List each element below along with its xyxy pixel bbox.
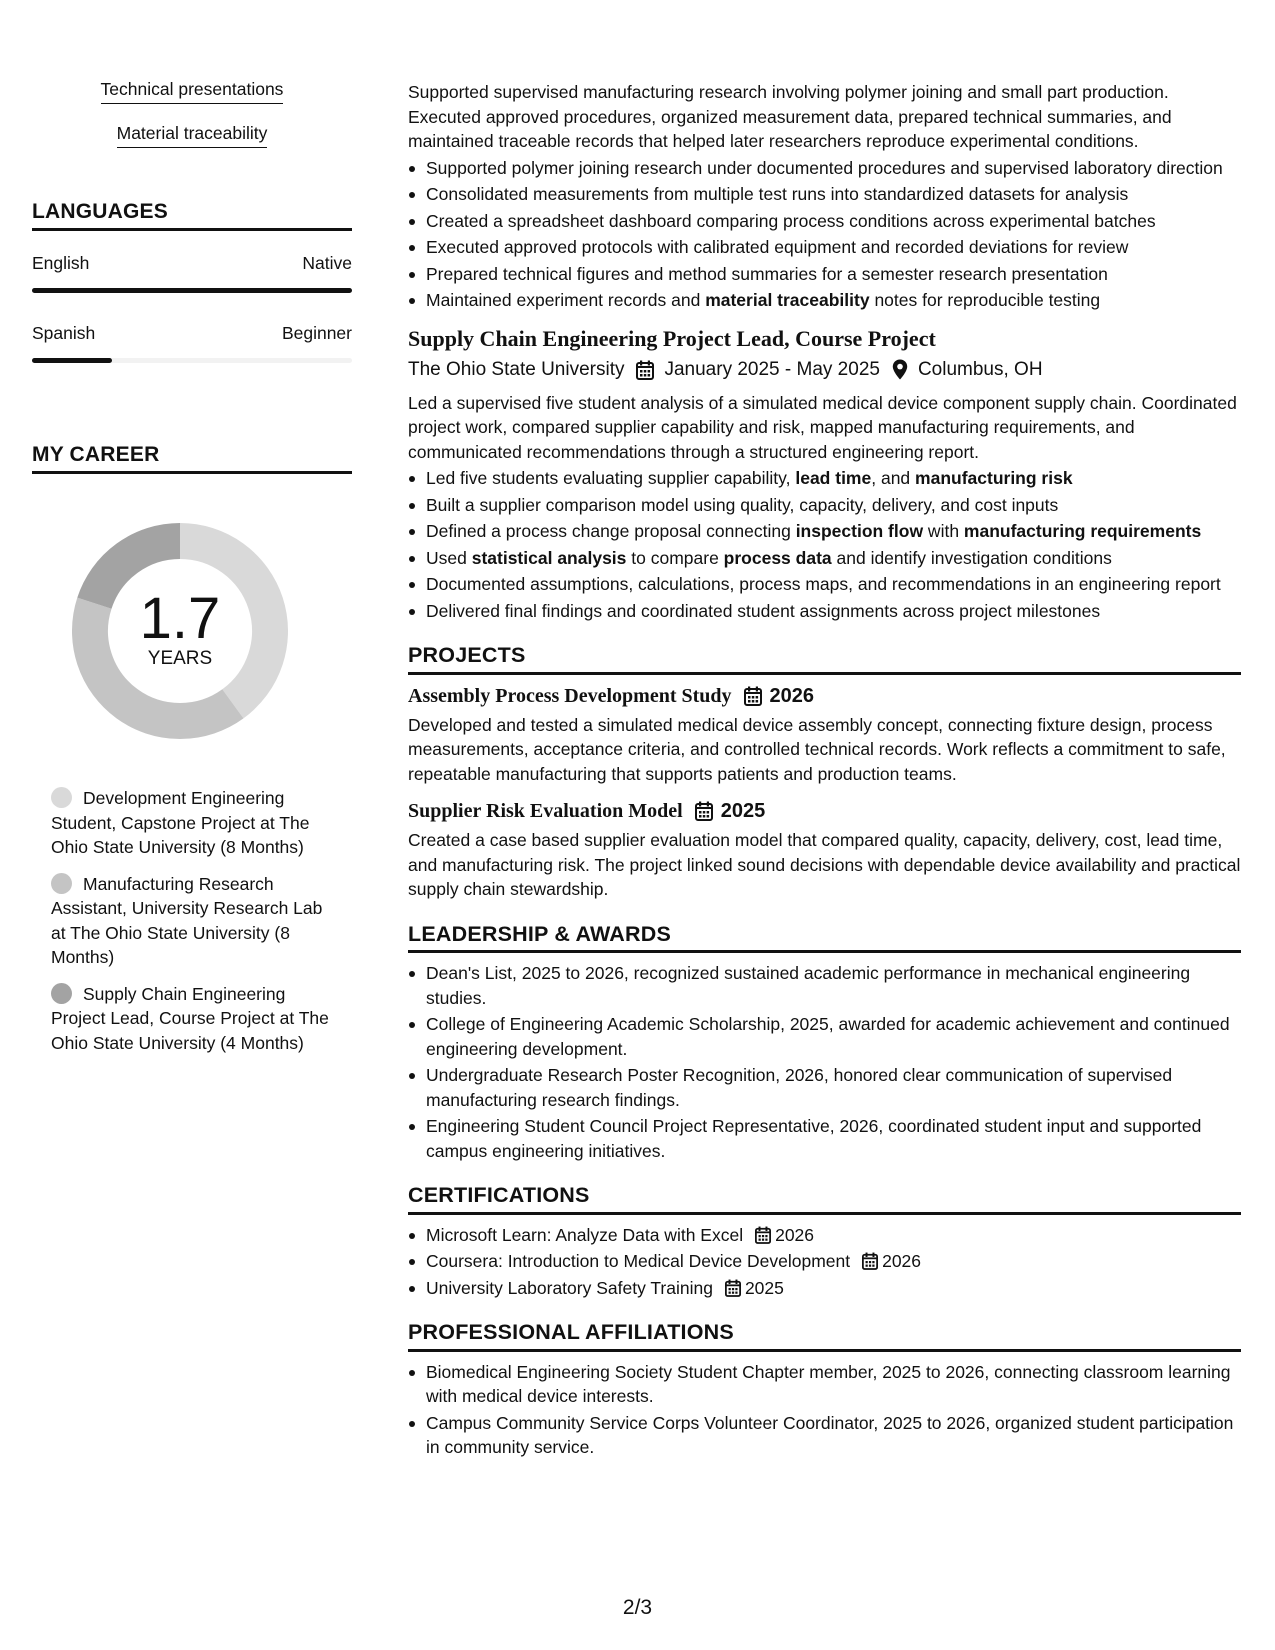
affiliations-heading: PROFESSIONAL AFFILIATIONS: [408, 1320, 1241, 1352]
project-description: Created a case based supplier evaluation model that compared quality, capacity, delivery, cost, lead time, and manufacturing risk. The project linked sound decisions with dependable device availability and practical supply chain stewardship.: [408, 830, 1241, 899]
skill-tag: Technical presentations: [101, 78, 284, 104]
project-title: Supplier Risk Evaluation Model: [408, 800, 683, 822]
job-bullet: [408, 466, 1241, 491]
language-proficiency-fill: [32, 358, 112, 363]
job-bullet: [408, 262, 1241, 287]
bullet-keyword: inspection flow: [795, 521, 924, 541]
bullet-text: Documented assumptions, calculations, process maps, and recommendations in an engineering report: [426, 574, 1221, 594]
job-description: Led a supervised five student analysis of a simulated medical device component supply chain. Coordinated project work, compared supplier capability and risk, mapped manufacturing requirements, and communicated recommendations through a structured engineering report.: [408, 392, 1237, 462]
job-title: Supply Chain Engineering Project Lead, Course Project: [408, 325, 936, 351]
affiliation-item: Biomedical Engineering Society Student Chapter member, 2025 to 2026, connecting classroom learning with medical device interests.: [408, 1360, 1241, 1409]
project-title: Assembly Process Development Study: [408, 684, 732, 707]
bullet-keyword: manufacturing requirements: [963, 521, 1202, 541]
bullet-text: Supported polymer joining research under documented procedures and supervised laboratory direction: [426, 157, 1223, 178]
job-meta: [408, 357, 1241, 383]
calendar-icon: [744, 686, 762, 706]
legend-dot: [51, 873, 72, 894]
job-description: Supported supervised manufacturing research involving polymer joining and small part production. Executed approved procedures, organized measurement data, prepared technical summaries, and maintained traceable records that helped later researchers reproduce experimental conditions.: [408, 82, 1172, 151]
certification-item: [408, 1223, 1241, 1248]
bullet-text: Built a supplier comparison model using quality, capacity, delivery, and cost inputs: [426, 494, 1059, 515]
page-number: 2/3: [622, 1596, 653, 1619]
left-column: [32, 78, 352, 1067]
bullet-text: Maintained experiment records and: [426, 290, 706, 310]
certification-item: [408, 1276, 1241, 1301]
certification-name: University Laboratory Safety Training: [426, 1277, 713, 1298]
calendar-icon: [695, 801, 713, 821]
job-bullet: [408, 572, 1241, 597]
languages-heading: LANGUAGES: [32, 200, 352, 231]
language-proficiency-bar: [32, 288, 352, 293]
projects-heading: PROJECTS: [408, 643, 1241, 675]
leadership-item: College of Engineering Academic Scholarship, 2025, awarded for academic achievement and continued engineering development.: [408, 1012, 1241, 1061]
leadership-list: [408, 961, 1241, 1163]
job-bullet: [408, 156, 1241, 181]
certification-year: 2026: [775, 1224, 815, 1245]
bullet-text: , and: [871, 468, 916, 488]
bullet-text: to compare: [626, 547, 724, 568]
project-year: 2026: [769, 684, 815, 707]
leadership-item: Dean's List, 2025 to 2026, recognized sustained academic performance in mechanical engineering studies.: [408, 961, 1241, 1010]
bullet-text: and identify investigation conditions: [831, 547, 1112, 568]
job-bullet: [408, 182, 1241, 207]
right-column: [408, 80, 1241, 1460]
bullet-text: Used: [426, 547, 472, 568]
job-bullet: [408, 209, 1241, 234]
certification-item: [408, 1249, 1241, 1274]
certification-name: Microsoft Learn: Analyze Data with Excel: [426, 1224, 744, 1245]
leadership-heading: LEADERSHIP & AWARDS: [408, 922, 1241, 954]
affiliation-item: Campus Community Service Corps Volunteer Coordinator, 2025 to 2026, organized student participation in community service.: [408, 1411, 1241, 1460]
job-bullet: [408, 599, 1241, 624]
language-level: Beginner: [281, 323, 352, 343]
language-proficiency-bar: [32, 358, 352, 363]
career-heading: MY CAREER: [32, 443, 352, 474]
map-pin-icon: [892, 359, 908, 380]
bullet-text: notes for reproducible testing: [869, 290, 1101, 310]
skill-tag: Material traceability: [117, 122, 268, 148]
career-donut-chart: [65, 516, 295, 746]
certifications-heading: CERTIFICATIONS: [408, 1183, 1241, 1215]
career-legend-item: [51, 982, 331, 1056]
job-bullets: [408, 156, 1241, 313]
calendar-icon: [862, 1252, 878, 1270]
leadership-item: Undergraduate Research Poster Recognition, 2026, honored clear communication of supervised manufacturing research findings.: [408, 1063, 1241, 1112]
bullet-text: Consolidated measurements from multiple test runs into standardized datasets for analysis: [426, 184, 1129, 204]
language-level: Native: [302, 253, 352, 273]
bullet-text: Executed approved protocols with calibrated equipment and recorded deviations for review: [426, 237, 1129, 257]
project-title-row: [408, 683, 1241, 709]
project-description: Developed and tested a simulated medical device assembly concept, connecting fixture design, process measurements, acceptance criteria, and controlled technical records. Work reflects a commitment to safe, repeatable manufacturing that supports patients and production teams.: [408, 714, 1226, 784]
calendar-icon: [636, 360, 654, 380]
language-proficiency-fill: [32, 288, 352, 293]
job-bullets: [408, 466, 1241, 623]
bullet-text: Created a spreadsheet dashboard comparing process conditions across experimental batches: [426, 210, 1156, 231]
calendar-icon: [725, 1279, 741, 1297]
calendar-icon: [755, 1226, 771, 1244]
job-location: Columbus, OH: [917, 358, 1043, 380]
job-organization: The Ohio State University: [408, 358, 625, 380]
job-bullet: [408, 493, 1241, 518]
job-bullet: [408, 519, 1241, 544]
career-legend: [51, 786, 331, 1055]
career-legend-item: [51, 786, 331, 860]
certification-name: Coursera: Introduction to Medical Device Development: [426, 1251, 851, 1271]
leadership-item: Engineering Student Council Project Representative, 2026, coordinated student input and supported campus engineering initiatives.: [408, 1114, 1241, 1163]
career-total: [65, 516, 295, 746]
bullet-keyword: material traceability: [705, 290, 870, 310]
language-row: [32, 253, 352, 274]
bullet-text: with: [923, 521, 964, 541]
career-total-value: 1.7: [139, 586, 221, 651]
bullet-keyword: process data: [723, 547, 832, 568]
language-name: English: [32, 253, 90, 273]
bullet-text: Prepared technical figures and method summaries for a semester research presentation: [426, 263, 1108, 284]
certification-year: 2026: [882, 1251, 922, 1271]
career-entry-label: Development Engineering Student, Capstone Project at The Ohio State University (8 Months): [51, 788, 310, 857]
certifications-list: [408, 1223, 1241, 1301]
certification-year: 2025: [744, 1277, 784, 1298]
career-entry-label: Manufacturing Research Assistant, University Research Lab at The Ohio State University (8 Months): [51, 873, 323, 967]
bullet-keyword: manufacturing risk: [915, 468, 1073, 488]
bullet-keyword: statistical analysis: [471, 547, 627, 568]
affiliations-list: [408, 1360, 1241, 1460]
project-year: 2025: [720, 800, 766, 822]
language-name: Spanish: [32, 323, 96, 343]
language-row: [32, 323, 352, 344]
job-bullet: [408, 288, 1241, 313]
job-bullet: [408, 235, 1241, 260]
bullet-keyword: lead time: [795, 468, 872, 488]
bullet-text: Delivered final findings and coordinated student assignments across project milestones: [426, 600, 1101, 621]
bullet-text: Defined a process change proposal connecting: [426, 521, 796, 541]
career-total-unit: YEARS: [147, 648, 213, 669]
bullet-text: Led five students evaluating supplier capability,: [426, 468, 796, 488]
job-bullet: [408, 546, 1241, 571]
legend-dot: [51, 983, 72, 1004]
legend-dot: [51, 787, 72, 808]
job-dates: January 2025 - May 2025: [664, 358, 880, 380]
career-legend-item: [51, 872, 331, 970]
career-entry-label: Supply Chain Engineering Project Lead, Course Project at The Ohio State University (4 Months): [51, 983, 329, 1053]
project-title-row: [408, 798, 1241, 824]
